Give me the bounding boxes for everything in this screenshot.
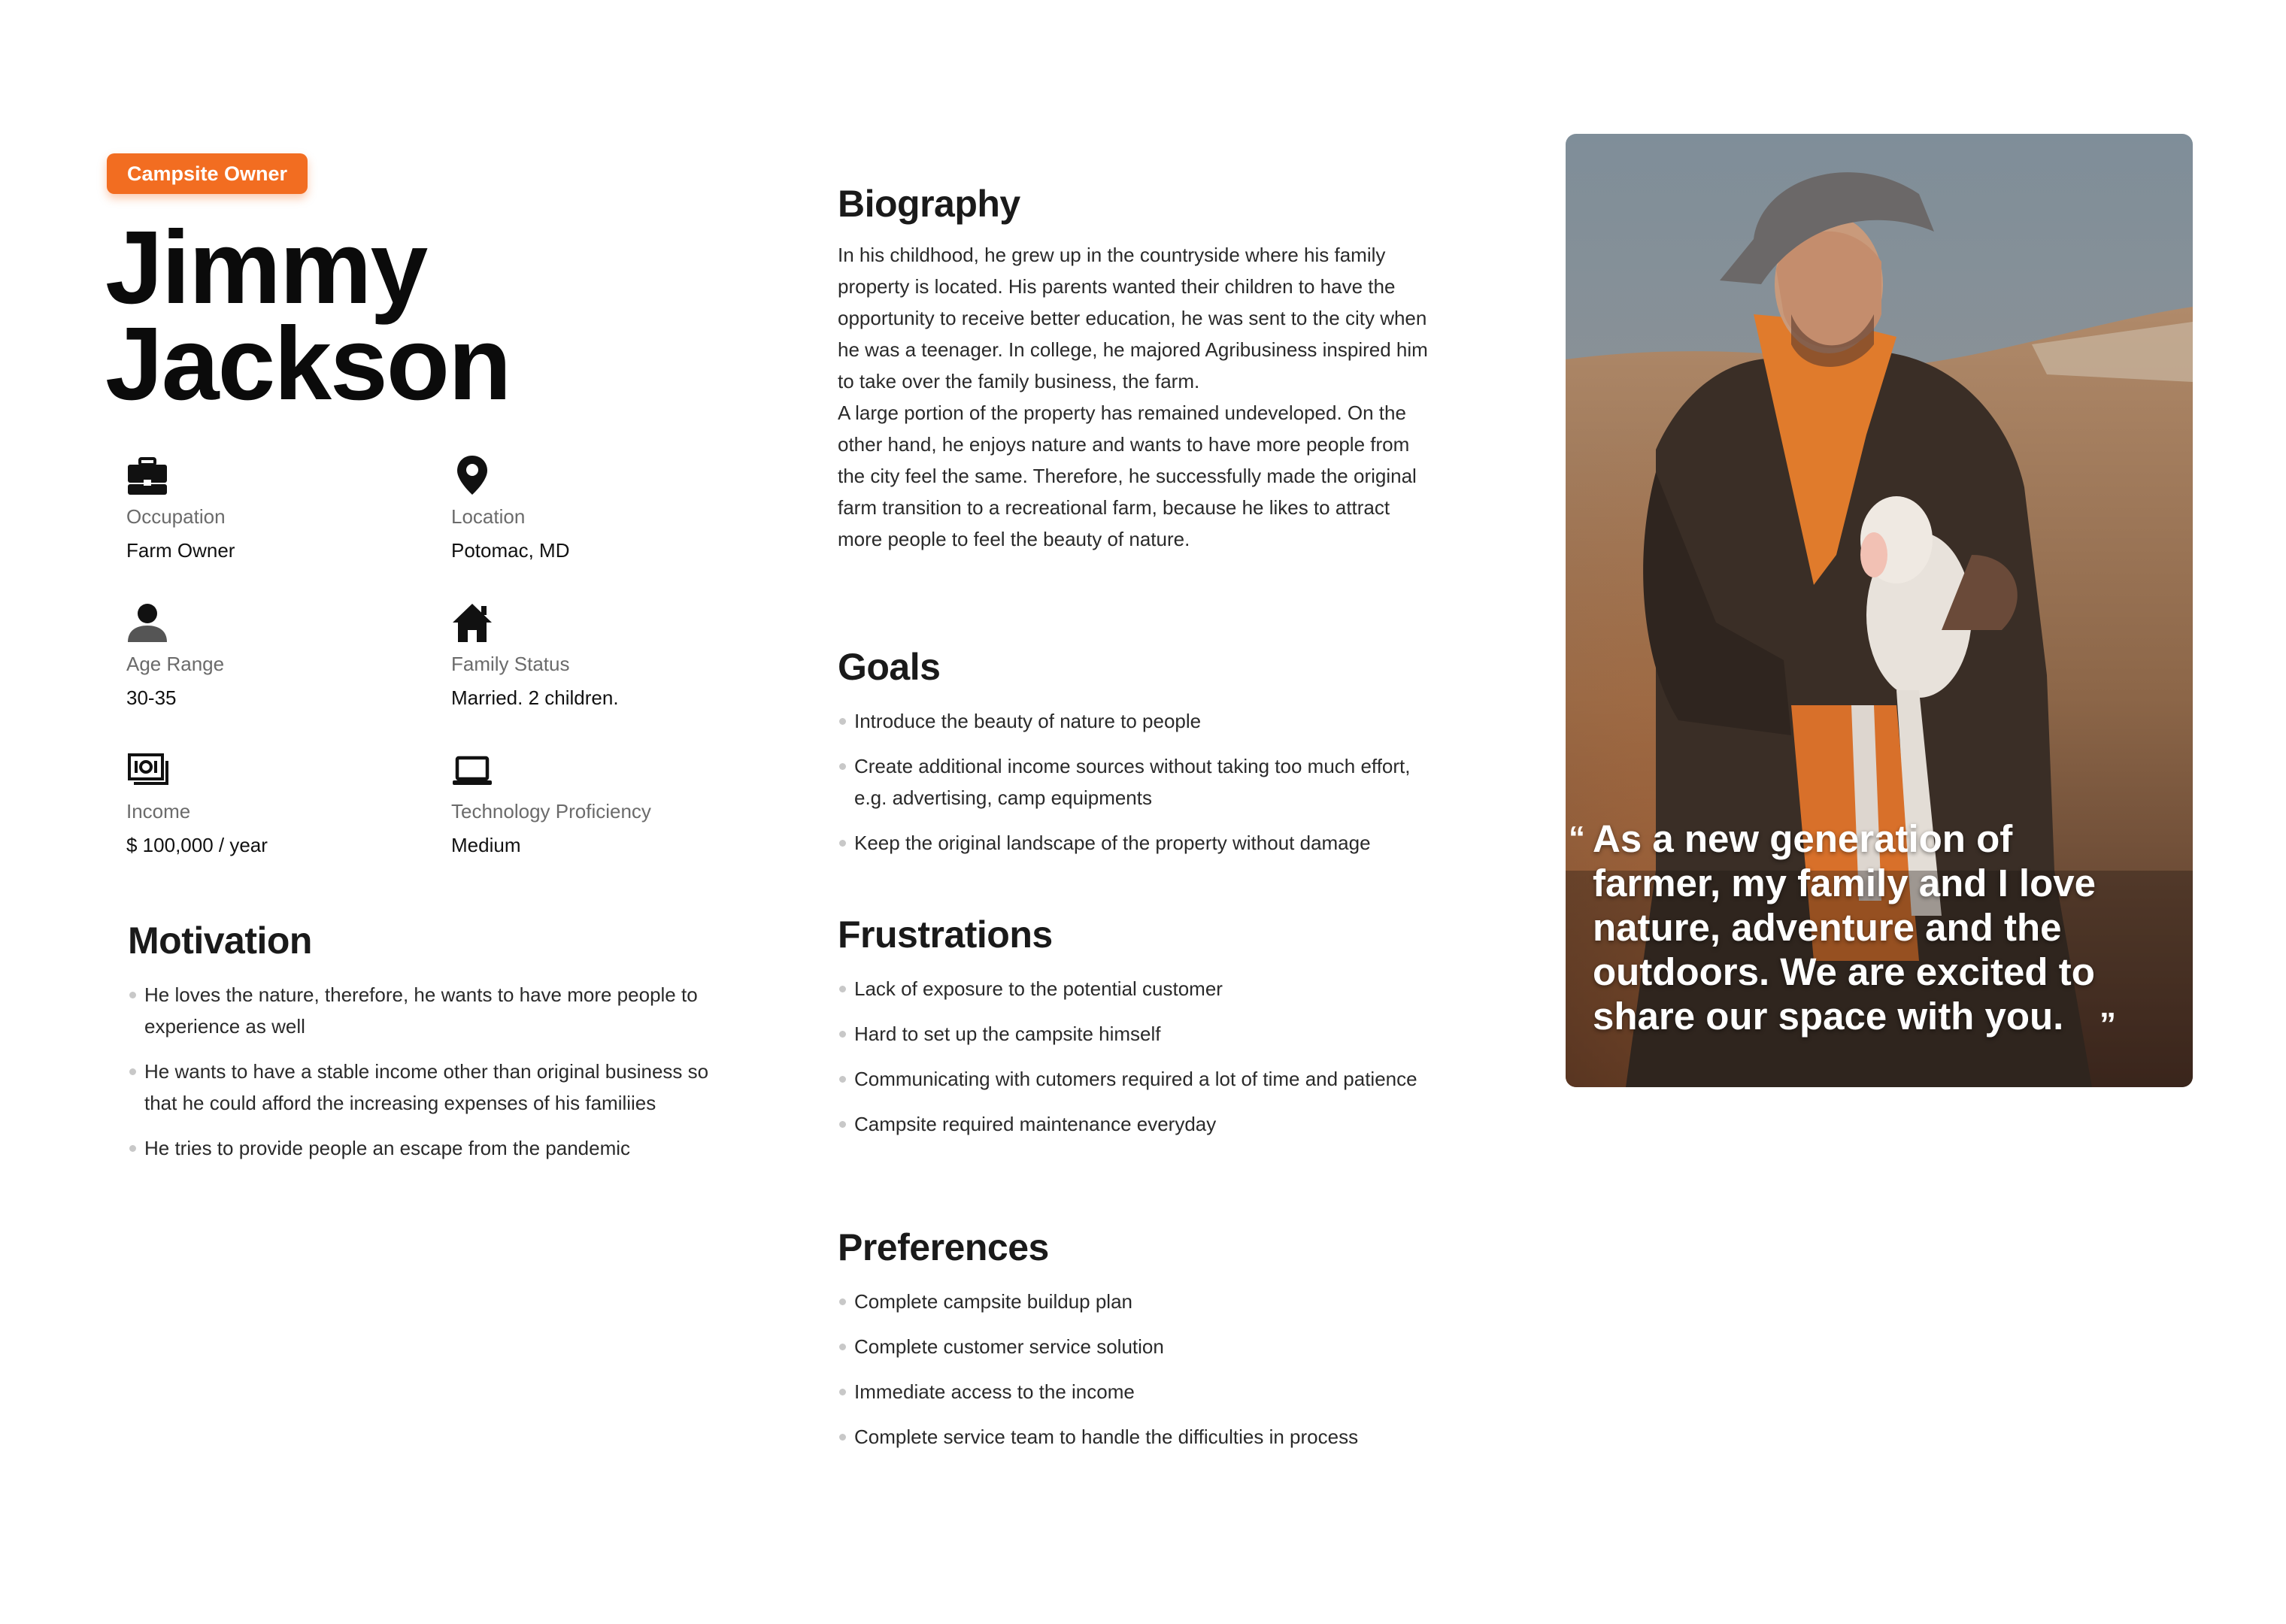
money-icon [126,749,168,791]
attr-location [451,454,752,562]
biography-paragraph: A large portion of the property has remained undeveloped. On the other hand, he enjoys nature and wants to have more people from the city feel the same. Therefore, he successfully made the original farm transition to a recreational farm, because he likes to attract more people to feel the beauty of nature. [838,401,1417,550]
frustrations-list [838,973,1439,1153]
attr-age-range [126,601,427,710]
persona-name [105,210,511,422]
list-item: Lack of exposure to the potential customer [838,973,1439,1004]
list-item: Complete campsite buildup plan [838,1286,1439,1317]
list-item: He wants to have a stable income other than original business so that he could afford the increasing expenses of his familiies [128,1056,729,1119]
list-item: Campsite required maintenance everyday [838,1108,1439,1140]
close-quote-mark: ” [2100,1006,2116,1043]
attr-family-status [451,601,752,710]
attr-label: Technology Proficiency [451,800,651,823]
goals-title: Goals [838,646,941,688]
motivation-list [128,979,729,1177]
first-name: Jimmy [105,210,427,326]
persona-quote: As a new generation of farmer, my family and I love nature, adventure and the outdoors. We are excited to share our space with you. [1593,817,2096,1038]
frustrations-title: Frustrations [838,914,1053,956]
list-item: He loves the nature, therefore, he wants to have more people to experience as well [128,979,729,1042]
attr-value: Married. 2 children. [451,686,619,709]
attr-value: Potomac, MD [451,539,570,562]
list-item: Introduce the beauty of nature to people [838,705,1439,737]
list-item: Hard to set up the campsite himself [838,1018,1439,1050]
home-icon [451,601,493,644]
motivation-title: Motivation [128,920,312,962]
person-icon [126,601,168,644]
goals-list [838,705,1439,872]
list-item: Create additional income sources without taking too much effort, e.g. advertising, camp equipments [838,750,1439,814]
biography-text [838,239,1432,555]
attr-value: Farm Owner [126,539,235,562]
attr-label: Income [126,800,191,823]
attr-value: Medium [451,834,521,856]
list-item: Immediate access to the income [838,1376,1439,1407]
list-item: Complete customer service solution [838,1331,1439,1362]
preferences-list [838,1286,1439,1466]
role-badge: Campsite Owner [107,153,308,194]
attr-label: Family Status [451,653,570,675]
open-quote-mark: “ [1569,820,1585,856]
list-item: Communicating with cutomers required a lot of time and patience [838,1063,1439,1095]
list-item: Keep the original landscape of the property without damage [838,827,1439,859]
attr-label: Location [451,505,526,528]
attr-occupation [126,454,427,562]
location-pin-icon [451,454,493,496]
attr-income [126,749,427,857]
last-name: Jackson [105,306,511,422]
persona-photo [1566,134,2193,1087]
briefcase-icon [126,454,168,496]
biography-title: Biography [838,183,1020,225]
attr-label: Occupation [126,505,226,528]
attr-technology [451,749,752,857]
list-item: Complete service team to handle the difficulties in process [838,1421,1439,1453]
attr-value: 30-35 [126,686,177,709]
list-item: He tries to provide people an escape from the pandemic [128,1132,729,1164]
attr-value: $ 100,000 / year [126,834,268,856]
attr-label: Age Range [126,653,225,675]
laptop-icon [451,749,493,791]
biography-paragraph: In his childhood, he grew up in the countryside where his family property is located. His parents wanted their children to have the opportunity to receive better education, he was sent to the city when he was a teenager. In college, he majored Agribusiness inspired him to take over the family business, the farm. [838,244,1428,392]
preferences-title: Preferences [838,1226,1049,1268]
